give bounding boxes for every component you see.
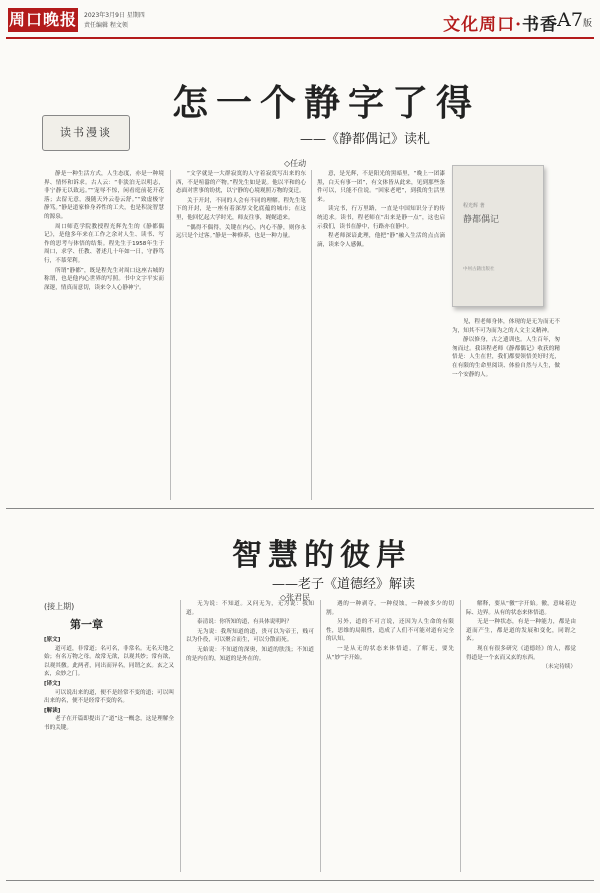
header-rule xyxy=(6,37,594,39)
section-sub: 书香 xyxy=(522,15,558,35)
article2-author: ◇张君民 xyxy=(280,593,311,602)
article2-column-2: 无为说：不知道。又问无为，无为说：我知道。 泰清说：你所知的道，有具体说明吗？ 无为说：我所知道的道，贵可以为帝王，贱可以为仆役，可以聚合而生，可以分散而死。 无始说：不知道的深奥，知道的肤浅；不知道的是内在的，知道的是外在的。 xyxy=(186,601,314,662)
article-title: 怎一个静字了得 xyxy=(172,82,481,124)
series-note: (接上期) xyxy=(44,602,75,611)
editor-credit: 责任编辑 程文领 xyxy=(84,22,128,29)
article2-column-1: [原文] 道可道，非常道；名可名，非常名。无名天地之始；有名万物之母。故常无欲，以观其妙；常有欲，以观其徼。此两者，同出而异名，同谓之玄。玄之又玄，众妙之门。 [译文] 可以说出来的道，便不是经常不变的道；可以叫出来的名，便不是经常不变的名。 [解读] 老子在开篇即提出了“道”这一概念，这是理解全书的关键。 xyxy=(44,637,174,731)
chapter-heading: 第一章 xyxy=(70,618,103,631)
article1-column-1: 静是一种生活方式，人生态度，亦是一种境界、情怀和诉求。古人云：“非淡泊无以明志，非宁静无以致远。”“宠辱不惊，闲看庭前花开花落；去留无意，漫随天外云卷云舒。”“致虚极守静笃。”静是道家修身养性的工夫，也是积淀智慧的源泉。 周口师范学院教授程光辉先生的《静都偶记》，是他多年来在工作之余对人生、读书、写作的思考与体悟的结集。程先生于1958年生于周口，求学、任教、著述几十年如一日，守静笃行，不慕荣利。 所谓“静都”，既是程先生对周口这座古城的称谓，也是他内心世界的写照。书中文字平实而深邃，情真而意切，读来令人心静神宁。 xyxy=(44,171,164,291)
article2-column-4: 解释，要从“徼”字开始。徼，意味着边际、边界。从有的状态来体悟道。 无是一种状态，有是一种能力，都是由道而产生，都是道的发展和变化，同谓之玄。 现在有很多研究《道德经》的人，都觉得道是一个玄而又玄的东西。 （未完待续） xyxy=(466,601,576,671)
article-author: ◇任动 xyxy=(284,159,307,168)
book-cover-image xyxy=(452,165,544,307)
book-title: 静都偶记 xyxy=(463,215,500,225)
footer-rule xyxy=(6,880,594,881)
column-divider xyxy=(311,170,312,500)
section-title: 文化周口·书香 xyxy=(443,15,558,35)
article1-column-3: 意，是光辉，不是阳光的黑暗里，“晚上一团漆黑，白天有事一团”，有文体皆从此来，见到那些条件可以，只能不住说。“回家老吧”，到我的生活里来。 读完书，行万里路，一直是中国知识分子的传统追求。读书，程老师在“出来是静一点”，这也启示我们，读书在静中，行路亦在静中。 程老师深谙此理，他把“静”融入生活的点点滴滴，读来令人感佩。 xyxy=(317,171,445,248)
book-publisher: 中州古籍出版社 xyxy=(463,267,495,272)
article2-title: 智慧的彼岸 xyxy=(232,538,412,573)
column-divider xyxy=(170,170,171,500)
issue-date: 2023年3月9日 星期四 xyxy=(84,12,145,19)
article2-column-3: 遇的一种剥夺，一种侵蚀，一种被多少的切割。 另外，道的不可言说，还因为人生命的有限性，思维的局限性，造成了人们不可能对道有完全的认知。 一是从无的状态来体悟道，了解无，要先从“妙”字开始。 xyxy=(326,601,454,661)
column-divider xyxy=(460,600,461,872)
section-name: 文化周口 xyxy=(443,15,516,35)
article1-column-4: 见，程老师身体，体现的是无为而无不为，知其不可为而为之的人文主义精神。 静以修身，古之遗训也。人生百年，匆匆而过。我读程老师《静都偶记》收获的精悟是：人生在世，我们都要领悟美好时光，在有限的生命里阅读、体验自然与人生，做一个安静的人。 xyxy=(452,319,560,378)
masthead-logo: 周口晚报 xyxy=(8,8,78,32)
column-divider xyxy=(320,600,321,872)
article2-subtitle: ——老子《道德经》解读 xyxy=(272,577,416,592)
book-author: 程光辉 著 xyxy=(463,203,485,209)
page-number: A7版 xyxy=(557,9,592,31)
article-subtitle: ——《静都偶记》读札 xyxy=(300,132,431,147)
article-separator xyxy=(6,508,594,509)
column-divider xyxy=(180,600,181,872)
article1-column-2: “文学就是一大群寂寞的人守着寂寞写出来的东西，不是喧嚣的产物。”程先生如是说。他以平和的心态面对世事的纷扰，以宁静的心境观照万物的变迁。 关于开封，不同的人会有不同的理解。程先生笔下的开封，是一座有着深厚文化底蕴的城市；在这里，他回忆起大学时光，师友往事，娓娓道来。 “偶得不偶得，关键在内心，内心不静，则你永远只是个过客。”静是一种修养，也是一种力量。 xyxy=(176,171,306,240)
column-badge: 读书漫谈 xyxy=(42,115,130,151)
